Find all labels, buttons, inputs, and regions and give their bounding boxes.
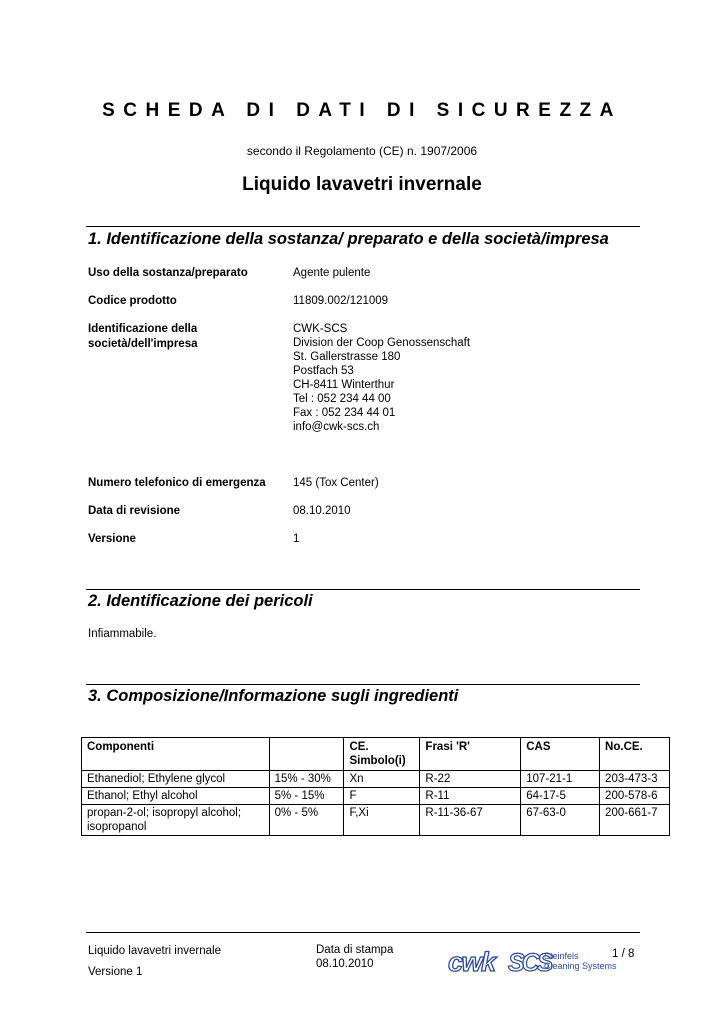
emergency-phone-label: Numero telefonico di emergenza (88, 477, 266, 489)
company-address (293, 322, 470, 434)
company-division: Division der Coop Genossenschaft (293, 337, 471, 349)
print-date-value: 08.10.2010 (316, 958, 374, 970)
r-phrase-cell: R-11 (420, 788, 521, 805)
company-label-line: Identificazione della (88, 323, 198, 335)
component-cell: propan-2-ol; isopropyl alcohol; isopropanol (82, 805, 270, 836)
footer-print-date-block (316, 943, 393, 971)
product-name: Liquido lavavetri invernale (242, 174, 482, 195)
component-cell: Ethanol; Ethyl alcohol (82, 788, 270, 805)
table-row (82, 788, 670, 805)
component-cell: Ethanediol; Ethylene glycol (82, 771, 270, 788)
column-header-cas: CAS (521, 738, 600, 771)
section-divider (86, 684, 640, 685)
concentration-cell: 5% - 15% (269, 788, 344, 805)
company-name: CWK-SCS (293, 323, 348, 335)
section-3-heading: 3. Composizione/Informazione sugli ingredienti (88, 687, 459, 705)
company-logo (448, 946, 617, 977)
section-2-heading: 2. Identificazione dei pericoli (88, 592, 313, 610)
scs-wordmark: SCS (508, 949, 551, 977)
ce-header-line: CE. (349, 741, 369, 753)
logo-company-line: Cleaning Systems (544, 961, 617, 971)
cwk-scs-logo (448, 946, 617, 977)
footer-version: Versione 1 (88, 966, 143, 978)
symbol-cell: F (344, 788, 420, 805)
footer-divider (86, 932, 640, 933)
column-header-components: Componenti (82, 738, 270, 771)
footer-product-name: Liquido lavavetri invernale (88, 945, 221, 957)
column-header-concentration (269, 738, 344, 771)
company-po-box: Postfach 53 (293, 365, 354, 377)
concentration-cell: 0% - 5% (269, 805, 344, 836)
print-date-label: Data di stampa (316, 944, 394, 956)
section-1-heading: 1. Identificazione della sostanza/ preparato e della società/impresa (88, 230, 609, 248)
use-value: Agente pulente (293, 267, 371, 279)
r-phrase-cell: R-11-36-67 (420, 805, 521, 836)
composition-table (81, 737, 670, 836)
cas-cell: 107-21-1 (521, 771, 600, 788)
ec-number-cell: 200-578-6 (600, 788, 670, 805)
symbol-cell: Xn (344, 771, 420, 788)
company-city: CH-8411 Winterthur (293, 379, 395, 391)
ec-number-cell: 203-473-3 (600, 771, 670, 788)
table-row (82, 771, 670, 788)
cas-cell: 67-63-0 (521, 805, 600, 836)
hazard-text: Infiammabile. (88, 628, 157, 640)
version-value: 1 (293, 533, 300, 545)
company-street: St. Gallerstrasse 180 (293, 351, 401, 363)
table-row (82, 805, 670, 836)
company-label-line: società/dell'impresa (88, 338, 198, 350)
document-title: SCHEDA DI DATI DI SICUREZZA (102, 100, 622, 121)
product-code-value: 11809.002/121009 (293, 295, 389, 307)
section-divider (86, 226, 640, 227)
regulation-reference: secondo il Regolamento (CE) n. 1907/2006 (246, 144, 478, 158)
company-email: info@cwk-scs.ch (293, 421, 380, 433)
revision-date-label: Data di revisione (88, 505, 181, 517)
cwk-wordmark: cwk (448, 947, 495, 977)
use-label: Uso della sostanza/preparato (88, 267, 248, 279)
column-header-ec-number: No.CE. (600, 738, 670, 771)
column-header-r-phrases: Frasi 'R' (420, 738, 521, 771)
logo-company-line: Steinfels (544, 951, 579, 961)
revision-date-value: 08.10.2010 (293, 505, 351, 517)
symbol-cell: F,Xi (344, 805, 420, 836)
page-number: 1 / 8 (612, 948, 635, 960)
product-code-label: Codice prodotto (88, 295, 177, 307)
ec-number-cell: 200-661-7 (600, 805, 670, 836)
r-phrase-cell: R-22 (420, 771, 521, 788)
emergency-phone-value: 145 (Tox Center) (293, 477, 379, 489)
concentration-cell: 15% - 30% (269, 771, 344, 788)
ce-header-line: Simbolo(i) (349, 755, 406, 767)
company-fax: Fax : 052 234 44 01 (293, 407, 396, 419)
company-phone: Tel : 052 234 44 00 (293, 393, 391, 405)
version-label: Versione (88, 533, 136, 545)
cas-cell: 64-17-5 (521, 788, 600, 805)
company-identification-label (88, 322, 268, 352)
section-divider (86, 589, 640, 590)
column-header-ce-symbol (344, 738, 420, 771)
table-header-row (82, 738, 670, 771)
